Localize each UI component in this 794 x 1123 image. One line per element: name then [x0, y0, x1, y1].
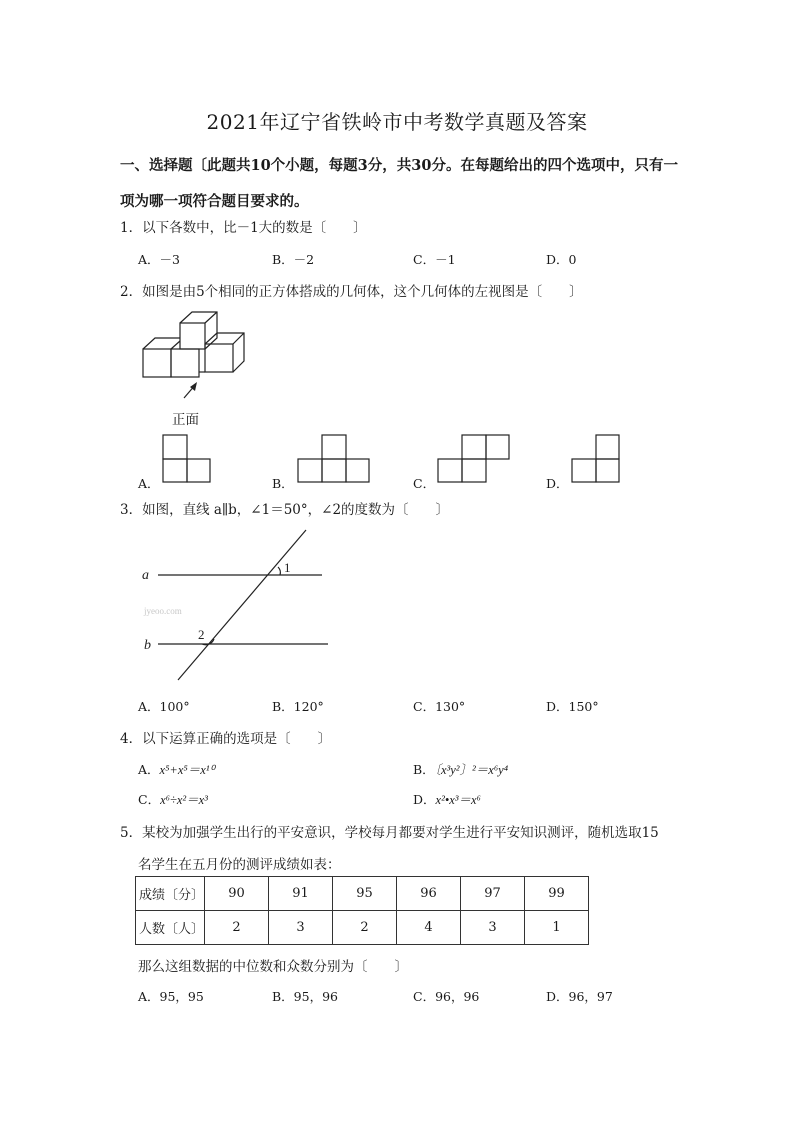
q4-option-b[interactable] [413, 760, 508, 778]
q4-stem: 4．以下运算正确的选项是〔 〕 [120, 731, 332, 747]
label-a: a [142, 568, 149, 583]
q1-stem: 1．以下各数中，比－1大的数是〔 〕 [120, 220, 367, 236]
table-cell-count: 3 [461, 911, 525, 945]
q2-cube-figure [138, 308, 248, 400]
q4-option-c[interactable] [138, 790, 208, 808]
section-heading-line1: 一、选择题〔此题共10个小题，每题3分，共30分。在每题给出的四个选项中，只有一 [120, 157, 678, 174]
q2-option-c[interactable]: C． [413, 476, 436, 491]
watermark: jyeoo.com [144, 606, 182, 616]
q1-option-b[interactable]: B．－2 [272, 252, 315, 267]
q1-option-a[interactable]: A．－3 [138, 252, 180, 267]
table-cell-count: 2 [205, 911, 269, 945]
q3-parallel-lines-figure [130, 526, 340, 686]
q2-option-c-view[interactable] [437, 434, 511, 484]
q2-option-a[interactable]: A． [138, 476, 160, 491]
table-cell-score: 99 [525, 877, 589, 911]
q4-option-a-expr: x⁵+x⁵＝x¹⁰ [159, 763, 215, 777]
q4-option-a[interactable] [138, 760, 215, 778]
q4-option-d[interactable] [413, 790, 481, 808]
table-cell-score: 97 [461, 877, 525, 911]
q5-option-b[interactable]: B．95，96 [272, 989, 338, 1004]
q3-stem: 3．如图，直线 a∥b，∠1＝50°，∠2的度数为〔 〕 [120, 502, 450, 518]
q4-option-d-expr: x²•x³＝x⁶ [435, 793, 481, 807]
table-cell-count: 2 [333, 911, 397, 945]
q1-option-d[interactable]: D．0 [546, 252, 577, 267]
q5-stem-line1: 5．某校为加强学生出行的平安意识，学校每月都要对学生进行平安知识测评，随机选取15 [120, 825, 659, 841]
q5-option-c[interactable]: C．96，96 [413, 989, 480, 1004]
table-row-header-count: 人数〔人〕 [136, 911, 205, 945]
q5-question: 那么这组数据的中位数和众数分别为〔 〕 [138, 959, 408, 975]
q1-option-c[interactable]: C．－1 [413, 252, 456, 267]
table-row [136, 877, 589, 911]
q3-option-d[interactable]: D．150° [546, 699, 599, 714]
table-cell-count: 1 [525, 911, 589, 945]
q4-option-a-prefix: A． [138, 762, 160, 777]
q2-option-d[interactable]: D． [546, 476, 569, 491]
angle-1-arc [278, 567, 280, 575]
table-row-header-score: 成绩〔分〕 [136, 877, 205, 911]
table-row [136, 911, 589, 945]
transversal [178, 530, 306, 680]
page-title: 2021年辽宁省铁岭市中考数学真题及答案 [206, 110, 588, 134]
table-cell-score: 96 [397, 877, 461, 911]
table-cell-count: 4 [397, 911, 461, 945]
q5-stem-line2: 名学生在五月份的测评成绩如表： [138, 857, 341, 873]
q4-option-b-prefix: B． [413, 762, 435, 777]
q4-option-c-prefix: C． [138, 792, 161, 807]
q3-option-b[interactable]: B．120° [272, 699, 324, 714]
q4-option-d-prefix: D． [413, 792, 436, 807]
q3-option-a[interactable]: A．100° [138, 699, 190, 714]
q5-option-d[interactable]: D．96，97 [546, 989, 613, 1004]
q5-option-a[interactable]: A．95，95 [138, 989, 204, 1004]
label-angle-2: 2 [198, 627, 205, 642]
q2-option-b[interactable]: B． [272, 476, 294, 491]
label-angle-1: 1 [284, 560, 291, 575]
q2-stem: 2．如图是由5个相同的正方体搭成的几何体，这个几何体的左视图是〔 〕 [120, 284, 583, 300]
label-b: b [144, 638, 151, 653]
q5-score-table [135, 876, 589, 945]
q2-option-b-view[interactable] [297, 434, 371, 484]
q3-option-c[interactable]: C．130° [413, 699, 466, 714]
section-heading-line2: 项为哪一项符合题目要求的。 [120, 193, 309, 210]
table-cell-score: 95 [333, 877, 397, 911]
q2-front-label: 正面 [172, 412, 199, 428]
q4-option-b-expr: 〔x³y²〕²＝x⁶y⁴ [434, 763, 509, 777]
q4-option-c-expr: x⁶÷x²＝x³ [160, 793, 208, 807]
table-cell-score: 90 [205, 877, 269, 911]
q2-option-d-view[interactable] [571, 434, 621, 484]
table-cell-count: 3 [269, 911, 333, 945]
q2-option-a-view[interactable] [162, 434, 212, 484]
table-cell-score: 91 [269, 877, 333, 911]
